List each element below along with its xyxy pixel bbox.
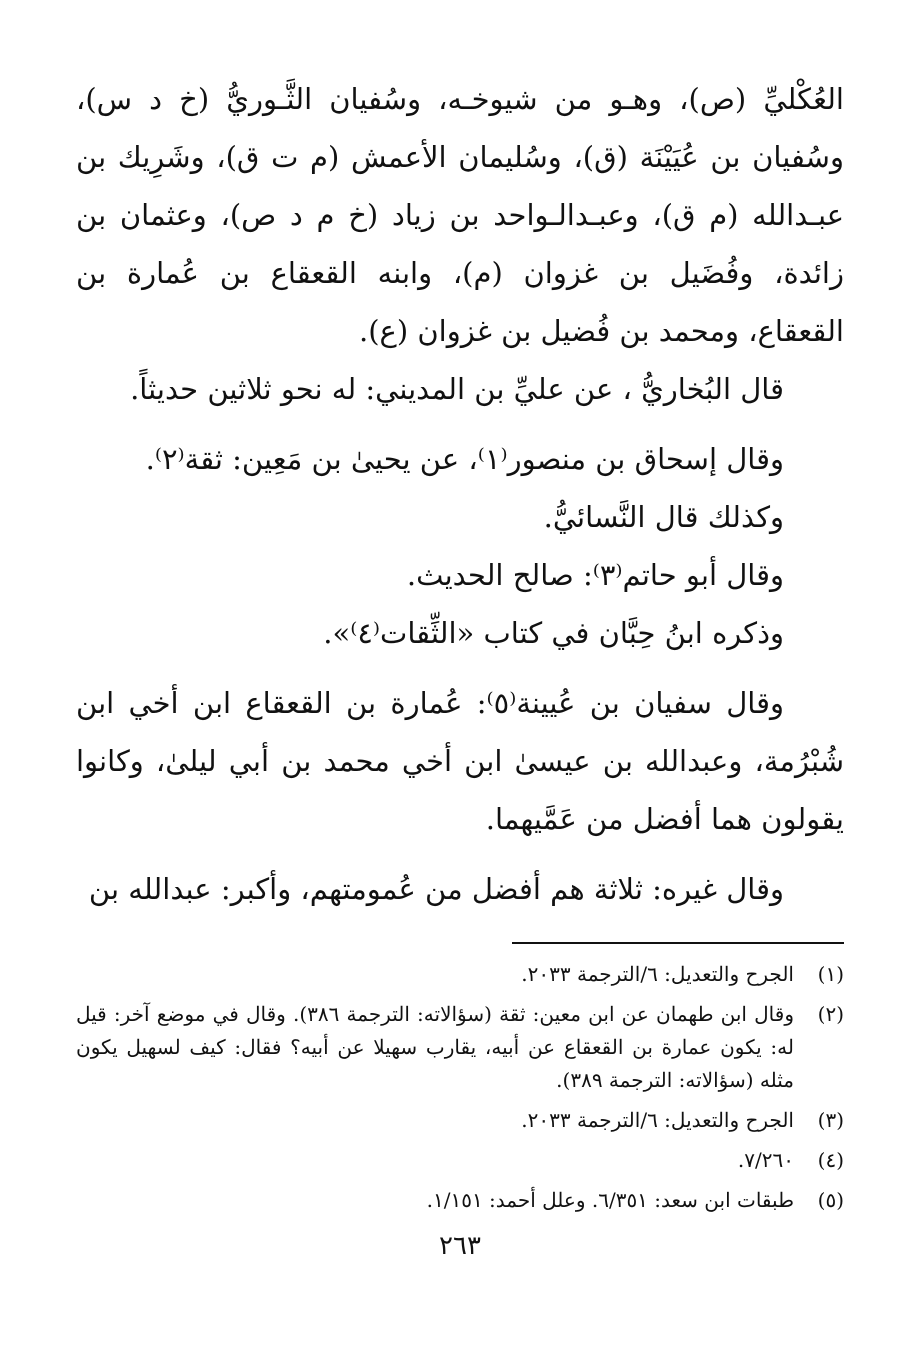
main-text <box>76 70 844 918</box>
paragraph-abu-hatim: وقال أبو حاتم⁽٣⁾: صالح الحديث. <box>406 558 784 592</box>
footnote-number: (٤) <box>817 1148 844 1172</box>
footnote-item <box>76 998 844 1097</box>
footnote-text: الجرح والتعديل: ٦/الترجمة ٢٠٣٣. <box>521 1108 794 1132</box>
paragraph-bukhari: قال البُخاريُّ ، عن عليِّ بن المديني: له نحو ثلاثين حديثاً. <box>130 372 784 406</box>
footnote-number: (٣) <box>817 1108 844 1132</box>
footnote-item <box>76 1104 844 1137</box>
footnote-divider <box>512 942 844 944</box>
footnote-text: وقال ابن طهمان عن ابن معين: ثقة (سؤالاته: الترجمة ٣٨٦). وقال في موضع آخر: قيل له: يكون عمارة بن القعقاع عن أبيه، يقارب سهيلا عن أبيه؟ فقال: كيف لسهيل يكون مثله (سؤالاته: الترجمة ٣٨٩). <box>76 1002 794 1092</box>
paragraph-other: وقال غيره: ثلاثة هم أفضل من عُمومتهم، وأكبر: عبدالله بن <box>88 872 784 906</box>
footnote-text: طبقات ابن سعد: ٦/٣٥١. وعلل أحمد: ١/١٥١. <box>426 1188 794 1212</box>
footnote-item <box>76 1184 844 1217</box>
footnote-text: الجرح والتعديل: ٦/الترجمة ٢٠٣٣. <box>521 962 794 986</box>
footnote-number: (١) <box>817 962 844 986</box>
paragraph-nasai: وكذلك قال النَّسائيُّ. <box>543 500 784 534</box>
paragraph-sufyan: وقال سفيان بن عُيينة⁽٥⁾: عُمارة بن القعقاع ابن أخي ابن شُبْرُمة، وعبدالله بن عيسىٰ ابن أخي محمد بن أبي ليلىٰ، وكانوا يقولون هما أفضل من عَمَّيهما. <box>76 686 844 836</box>
footnote-number: (٥) <box>817 1188 844 1212</box>
paragraph-ibn-hibban: وذكره ابنُ حِبَّان في كتاب «الثِّقات⁽٤⁾». <box>323 616 784 650</box>
footnote-number: (٢) <box>817 1002 844 1026</box>
footnote-item <box>76 958 844 991</box>
paragraph-narrators: العُكْليِّ (ص)، وهـو من شيوخـه، وسُفيان الثَّـوريُّ (خ د س)، وسُفيان بن عُيَيْنَة (ق)، وسُليمان الأعمش (م ت ق)، وشَرِيك بن عبـدالله (م ق)، وعبـدالـواحد بن زياد (خ م د ص)، وعثمان بن زائدة، وفُضَيل بن غزوان (م)، وابنه القعقاع بن عُمارة بن القعقاع، ومحمد بن فُضيل بن غزوان (ع). <box>76 82 844 348</box>
footnote-text: ٧/٢٦٠. <box>737 1148 794 1172</box>
page-number: ٢٦٣ <box>439 1231 481 1261</box>
footnote-item <box>76 1144 844 1177</box>
footnotes-list <box>76 958 844 1224</box>
paragraph-ishaq: وقال إسحاق بن منصور⁽١⁾، عن يحيىٰ بن مَعِين: ثقة⁽٢⁾. <box>145 442 784 476</box>
